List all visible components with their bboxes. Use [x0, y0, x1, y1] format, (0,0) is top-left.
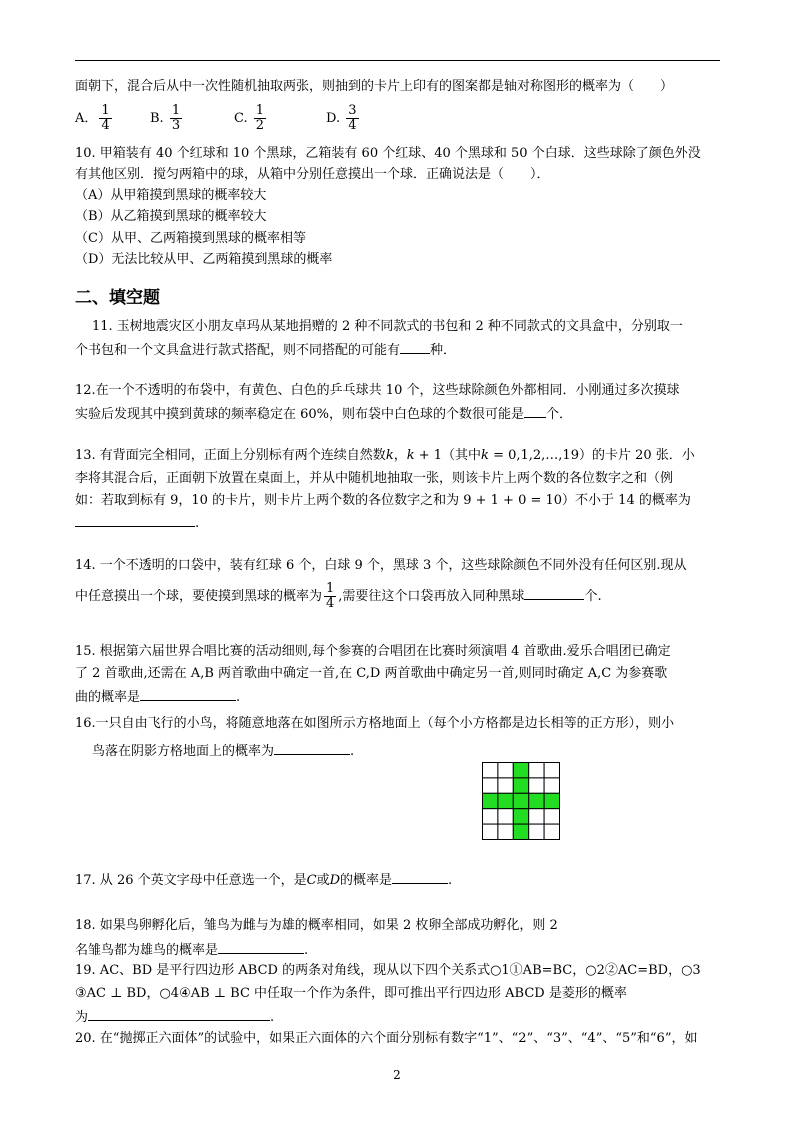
q14-line2: 中任意摸出一个球，要使摸到黑球的概率为 $\frac{1}{4}$ ,需要往这个口袋再放入同种黑球 个.	[75, 581, 602, 611]
grid-cell	[498, 778, 513, 793]
grid-cell	[498, 809, 513, 824]
q15-line1: 15. 根据第六届世界合唱比赛的活动细则,每个参赛的合唱团在比赛时须演唱 4 首歌曲.爱乐合唱团已确定	[75, 644, 671, 659]
q16-line2: 鸟落在阴影方格地面上的概率为 .	[92, 741, 354, 761]
q12-line1: 12.在一个不透明的布袋中，有黄色、白色的乒乓球共 10 个，这些球除颜色外都相同．小刚通过多次摸球	[75, 383, 680, 398]
section-title: 二、填空题	[75, 288, 160, 308]
q18-line1: 18. 如果鸟卵孵化后，雏鸟为雌与为雄的概率相同，如果 2 枚卵全部成功孵化，则 2	[75, 918, 558, 933]
q9-option-a: A． $\frac{1}{4}$	[75, 103, 110, 133]
q11-answer-blank	[400, 340, 430, 354]
grid-cell	[544, 778, 559, 793]
q19-line1: 19. AC、BD 是平行四边形 ABCD 的两条对角线，现从以下四个关系式○1①AB=BC，○2②AC=BD，○3	[75, 963, 701, 978]
grid-cell-shaded	[513, 778, 528, 793]
q18-answer-blank	[218, 940, 304, 954]
q13-line1: 13. 有背面完全相同，正面上分别标有两个连续自然数k，k + 1（其中k = 0,1,2,…,19）的卡片 20 张．小	[75, 448, 695, 463]
grid-cell-shaded	[498, 793, 513, 808]
q13-line2: 李将其混合后，正面朝下放置在桌面上，并从中随机地抽取一张，则该卡片上两个数的各位数字之和（例	[75, 471, 674, 486]
grid-cell	[498, 824, 513, 839]
grid-cell-shaded	[544, 793, 559, 808]
q19-line2: ③AC ⊥ BD，○4④AB ⊥ BC 中任取一个作为条件，即可推出平行四边形 ABCD 是菱形的概率	[75, 986, 627, 1001]
q20-line1: 20. 在“抛掷正六面体”的试验中，如果正六面体的六个面分别标有数字“1”、“2”、“3”、“4”、“5”和“6”，如	[75, 1031, 698, 1046]
q15-line2: 了 2 首歌曲,还需在 A,B 两首歌曲中确定一首,在 C,D 两首歌曲中确定另一首,则同时确定 A,C 为参赛歌	[75, 666, 668, 681]
grid-cell	[483, 778, 498, 793]
grid-cell	[498, 763, 513, 778]
grid-cell	[529, 763, 544, 778]
q10-line2: 有其他区别．搅匀两箱中的球，从箱中分别任意摸出一个球．正确说法是（ ）．	[75, 167, 550, 182]
grid-cell	[483, 763, 498, 778]
q9-option-d: D. $\frac{3}{4}$	[326, 103, 357, 133]
q16-answer-blank	[274, 741, 350, 755]
q13-line4: .	[75, 513, 199, 533]
q12-line2: 实验后发现其中摸到黄球的频率稳定在 60%，则布袋中白色球的个数很可能是 个．	[75, 404, 572, 424]
grid-cell-shaded	[513, 793, 528, 808]
grid-cell	[544, 763, 559, 778]
q9-option-c: C. $\frac{1}{2}$	[234, 103, 265, 133]
q11-line1: 11. 玉树地震灾区小朋友卓玛从某地捐赠的 2 种不同款式的书包和 2 种不同款式的文具盒中，分别取一	[92, 319, 683, 334]
q16-line1: 16.一只自由飞行的小鸟，将随意地落在如图所示方格地面上（每个小方格都是边长相等的正方形），则小	[75, 716, 675, 731]
grid-cell	[483, 809, 498, 824]
q14-answer-blank	[524, 586, 584, 600]
grid-cell	[544, 824, 559, 839]
q10-line1: 10. 甲箱装有 40 个红球和 10 个黑球，乙箱装有 60 个红球、40 个黑球和 50 个白球．这些球除了颜色外没	[75, 146, 701, 161]
grid-cell-shaded	[513, 824, 528, 839]
q9-option-b: B. $\frac{1}{3}$	[150, 103, 181, 133]
grid-cell	[529, 778, 544, 793]
grid-cell	[529, 824, 544, 839]
shaded-grid-figure	[482, 762, 560, 840]
q15-line3: 曲的概率是 .	[75, 687, 240, 707]
q15-answer-blank	[140, 687, 236, 701]
q14-line1: 14. 一个不透明的口袋中，装有红球 6 个，白球 9 个，黑球 3 个，这些球除颜色不同外没有任何区别.现从	[75, 558, 687, 573]
grid-cell	[529, 809, 544, 824]
q9-stem: 面朝下，混合后从中一次性随机抽取两张，则抽到的卡片上印有的图案都是轴对称图形的概率为（ ）	[75, 79, 674, 94]
q10-choice-c: （C）从甲、乙两箱摸到黑球的概率相等	[75, 231, 306, 246]
header-rule	[75, 60, 720, 61]
grid-cell	[544, 809, 559, 824]
q17-line: 17. 从 26 个英文字母中任意选一个，是C或D的概率是 .	[75, 870, 452, 890]
q13-line3: 如：若取到标有 9，10 的卡片，则卡片上两个数的各位数字之和为 9 + 1 + 0 = 10）不小于 14 的概率为	[75, 493, 691, 508]
grid-cell-shaded	[513, 809, 528, 824]
q19-line3: 为 .	[75, 1007, 274, 1027]
q18-line2: 名雏鸟都为雄鸟的概率是 .	[75, 940, 308, 960]
grid-cell-shaded	[483, 793, 498, 808]
q12-answer-blank	[524, 404, 546, 418]
grid-cell-shaded	[513, 763, 528, 778]
q19-answer-blank	[88, 1007, 270, 1021]
q10-choice-b: （B）从乙箱摸到黑球的概率较大	[75, 209, 267, 224]
q11-line2: 个书包和一个文具盒进行款式搭配，则不同搭配的可能有 种．	[75, 340, 456, 360]
q17-answer-blank	[392, 870, 448, 884]
q10-choice-a: （A）从甲箱摸到黑球的概率较大	[75, 188, 267, 203]
page-number: 2	[393, 1068, 401, 1082]
grid-cell	[483, 824, 498, 839]
grid-cell-shaded	[529, 793, 544, 808]
q10-choice-d: （D）无法比较从甲、乙两箱摸到黑球的概率	[75, 252, 333, 267]
q14-fraction: $\frac{1}{4}$	[326, 581, 335, 611]
q13-answer-blank	[75, 513, 195, 527]
